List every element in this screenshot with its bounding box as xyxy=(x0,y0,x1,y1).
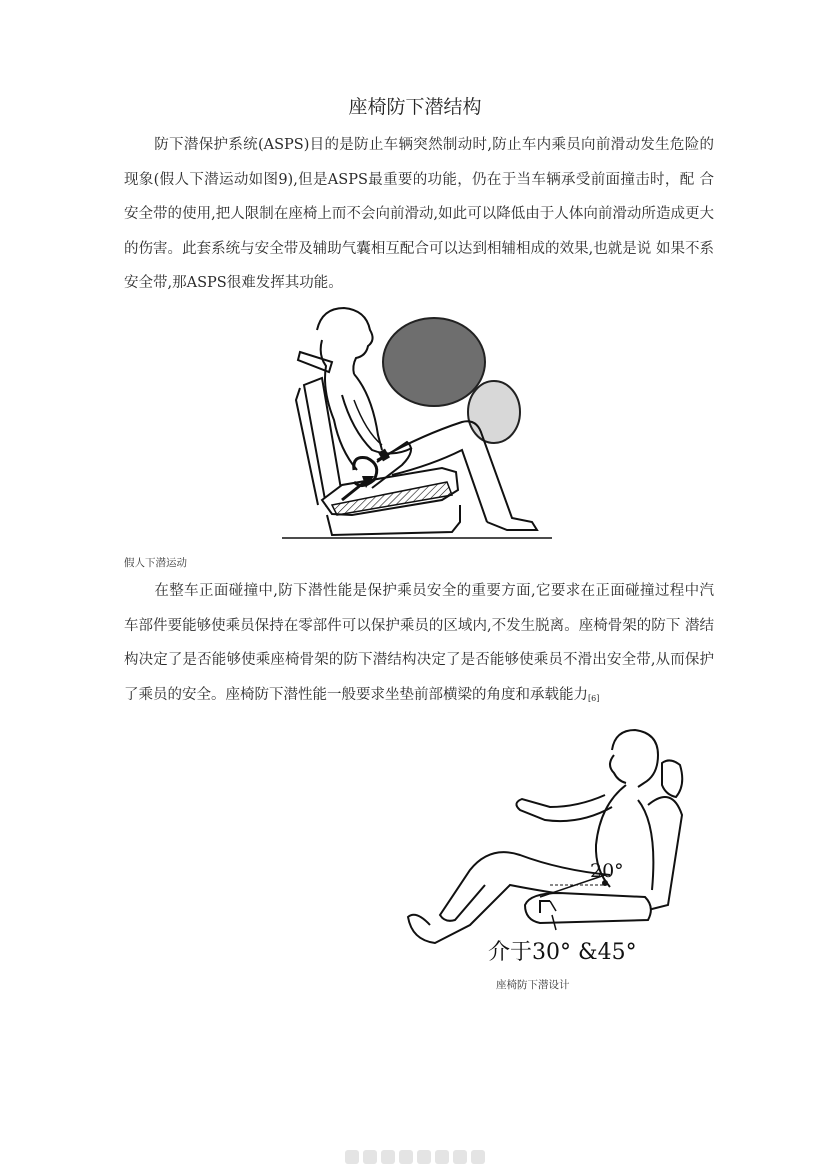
toolbar-icon[interactable] xyxy=(417,1150,431,1164)
figure-dummy-submarining xyxy=(282,300,552,550)
page-title: 座椅防下潜结构 xyxy=(348,96,482,118)
angle-range-label: 介于30° &45° xyxy=(488,940,637,965)
toolbar-icon[interactable] xyxy=(399,1150,413,1164)
toolbar-icon[interactable] xyxy=(381,1150,395,1164)
toolbar-icon[interactable] xyxy=(453,1150,467,1164)
figure-seat-design xyxy=(400,725,700,970)
airbag-lower xyxy=(468,381,520,443)
toolbar-icon[interactable] xyxy=(345,1150,359,1164)
paragraph-1 xyxy=(124,128,714,301)
figure-2-caption: 座椅防下潜设计 xyxy=(496,979,570,991)
airbag-upper xyxy=(383,318,485,406)
page-toolbar xyxy=(336,1146,494,1168)
reference-marker: [6] xyxy=(588,693,600,703)
toolbar-icon[interactable] xyxy=(471,1150,485,1164)
angle-label-20: 20° xyxy=(590,860,624,882)
paragraph-2 xyxy=(124,574,714,716)
paragraph-1-text: 防下潜保护系统(ASPS)目的是防止车辆突然制动时,防止车内乘员向前滑动发生危险的现象(假人下潜运动如图9),但是ASPS最重要的功能，仍在于当车辆承受前面撞击时，配 合安全带的使用,把人限制在座椅上而不会向前滑动,如此可以降低由于人体向前滑动所造成更大的伤害。此套系统与安全带及辅助气囊相互配合可以达到相辅相成的效果,也就是说 如果不系安全带,那ASPS很难发挥其功能。 xyxy=(124,137,714,291)
figure-1-caption: 假人下潜运动 xyxy=(124,557,187,569)
paragraph-2-text: 在整车正面碰撞中,防下潜性能是保护乘员安全的重要方面,它要求在正面碰撞过程中汽车部件要能够使乘员保持在零部件可以保护乘员的区域内,不发生脱离。座椅骨架的防下 潜结构决定了是否能够使乘座椅骨架的防下潜结构决定了是否能够使乘员不滑出安全带,从而保护了乘员的安全。座椅防下潜性能一般要求坐垫前部横梁的角度和承载能力 xyxy=(124,583,714,703)
toolbar-icon[interactable] xyxy=(435,1150,449,1164)
toolbar-icon[interactable] xyxy=(363,1150,377,1164)
